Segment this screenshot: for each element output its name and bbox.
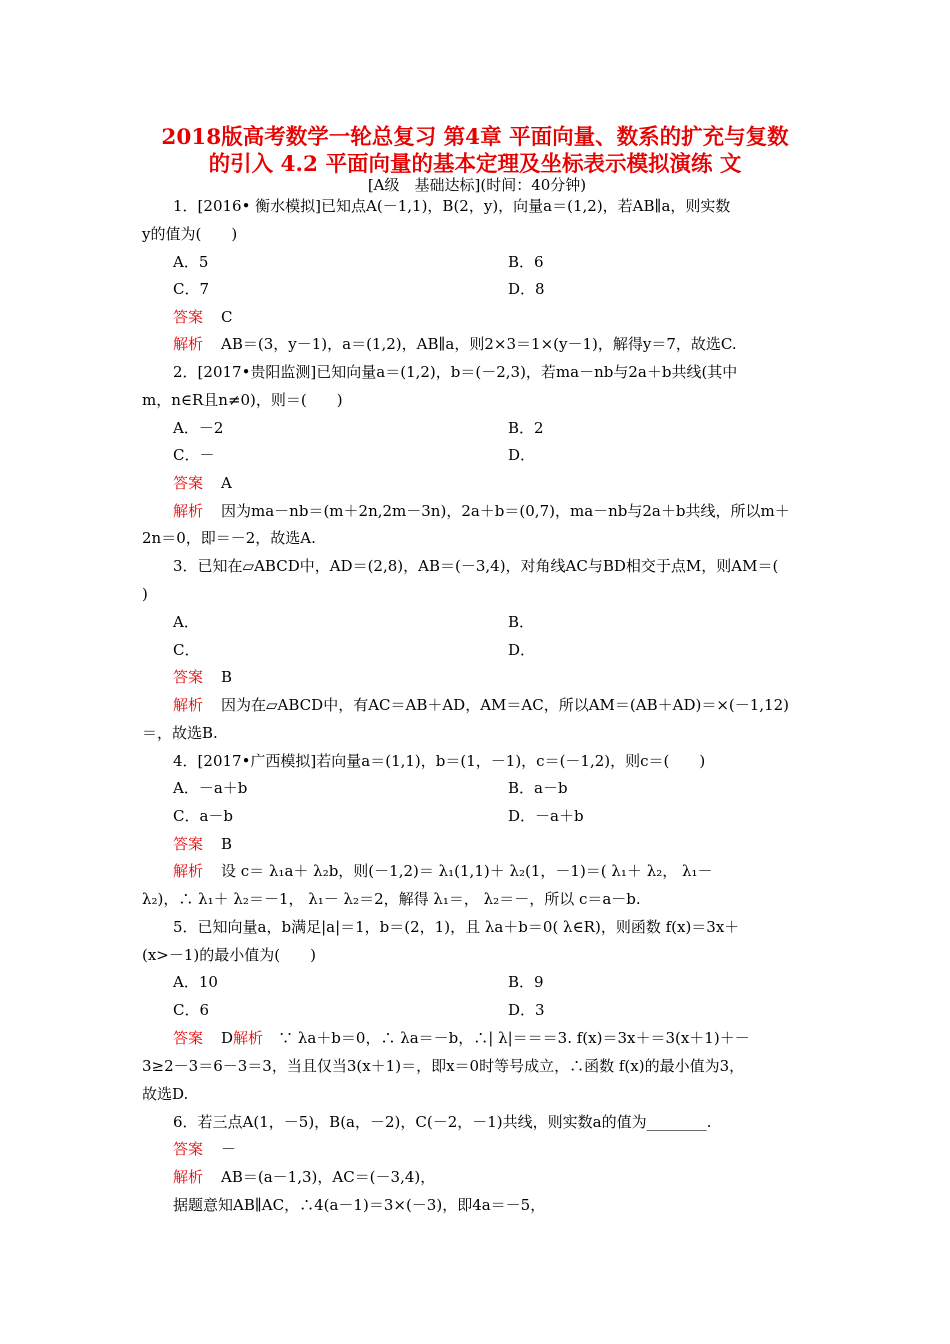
q2-analysis-line2: 2n＝0，即＝－2，故选A. bbox=[142, 529, 316, 547]
q4-analysis-line1 bbox=[173, 862, 843, 880]
analysis-label: 解析 bbox=[173, 696, 204, 714]
q5-option-c: C．6 bbox=[173, 1001, 210, 1019]
q4-answer-value: B bbox=[221, 835, 233, 853]
answer-label: 答案 bbox=[173, 668, 204, 686]
q1-stem-line2: y的值为( ) bbox=[142, 225, 238, 243]
q6-analysis-text: AB＝(a－1,3)，AC＝(－3,4)， bbox=[221, 1168, 436, 1186]
q1-answer-value: C bbox=[221, 308, 233, 326]
q1-option-b: B．6 bbox=[508, 253, 544, 271]
q4-option-d: D．－a＋b bbox=[508, 807, 584, 825]
q3-answer-value: B bbox=[221, 668, 233, 686]
q1-stem-line1: 1．[2016• 衡水模拟]已知点A(－1,1)，B(2，y)，向量a＝(1,2)，若AB∥a，则实数 bbox=[173, 197, 731, 215]
q4-option-a: A．－a＋b bbox=[173, 779, 248, 797]
q1-option-a: A．5 bbox=[173, 253, 209, 271]
answer-label: 答案 bbox=[173, 1140, 204, 1158]
answer-label: 答案 bbox=[173, 308, 204, 326]
q2-analysis-text1: 因为ma－nb＝(m＋2n,2m－3n)，2a＋b＝(0,7)，ma－nb与2a＋b共线，所以m＋ bbox=[221, 502, 790, 520]
q2-stem-line1: 2．[2017•贵阳监测]已知向量a＝(1,2)，b＝(－2,3)，若ma－nb与2a＋b共线(其中 bbox=[173, 363, 738, 381]
answer-label: 答案 bbox=[173, 474, 204, 492]
q2-option-c: C．－ bbox=[173, 446, 215, 464]
q3-analysis-line1 bbox=[173, 696, 843, 714]
q4-analysis-text1: 设 c＝ λ₁a＋ λ₂b，则(－1,2)＝ λ₁(1,1)＋ λ₂(1，－1)＝( λ₁＋ λ₂， λ₁－ bbox=[221, 862, 713, 880]
doc-title-line1: 2018版高考数学一轮总复习 第4章 平面向量、数系的扩充与复数 bbox=[161, 125, 789, 150]
q1-answer bbox=[173, 308, 843, 326]
q2-answer bbox=[173, 474, 843, 492]
analysis-label: 解析 bbox=[173, 1168, 204, 1186]
q3-option-d: D． bbox=[508, 641, 536, 659]
answer-label: 答案 bbox=[173, 835, 204, 853]
q1-analysis bbox=[173, 335, 843, 353]
q6-answer bbox=[173, 1140, 843, 1158]
analysis-label: 解析 bbox=[233, 1029, 264, 1047]
q5-answer-value: D bbox=[221, 1029, 234, 1047]
q6-answer-value: － bbox=[221, 1140, 237, 1158]
q1-option-c: C．7 bbox=[173, 280, 210, 298]
q2-option-d: D． bbox=[508, 446, 536, 464]
q5-analysis-line2: 3≥2－3＝6－3＝3，当且仅当3(x＋1)＝，即x＝0时等号成立，∴函数 f(x)的最小值为3， bbox=[142, 1057, 745, 1075]
q2-answer-value: A bbox=[221, 474, 232, 492]
answer-label: 答案 bbox=[173, 1029, 204, 1047]
q6-stem-line1: 6．若三点A(1，－5)，B(a，－2)，C(－2，－1)共线，则实数a的值为________. bbox=[173, 1113, 712, 1131]
analysis-label: 解析 bbox=[173, 862, 204, 880]
q2-stem-line2: m，n∈R且n≠0)，则＝( ) bbox=[142, 391, 343, 409]
section-subheader: [A级 基础达标](时间：40分钟) bbox=[367, 176, 587, 194]
q2-option-a: A．－2 bbox=[173, 419, 224, 437]
q5-option-a: A．10 bbox=[173, 973, 218, 991]
analysis-label: 解析 bbox=[173, 502, 204, 520]
q5-option-b: B．9 bbox=[508, 973, 544, 991]
q6-analysis bbox=[173, 1168, 843, 1186]
q3-stem-line2: ) bbox=[142, 585, 148, 603]
q3-stem-line1: 3．已知在▱ABCD中，AD＝(2,8)，AB＝(－3,4)，对角线AC与BD相交于点M，则AM＝( bbox=[173, 557, 779, 575]
q5-stem-line2: (x>－1)的最小值为( ) bbox=[142, 946, 316, 964]
q5-stem-line1: 5．已知向量a，b满足|a|＝1，b＝(2，1)，且 λa＋b＝0( λ∈R)，则函数 f(x)＝3x＋ bbox=[173, 918, 740, 936]
q4-answer bbox=[173, 835, 843, 853]
q2-analysis-line1 bbox=[173, 502, 843, 520]
q1-option-d: D．8 bbox=[508, 280, 545, 298]
q3-option-a: A． bbox=[173, 613, 199, 631]
q4-analysis-line2: λ₂)，∴ λ₁＋ λ₂＝－1， λ₁－ λ₂＝2，解得 λ₁＝， λ₂＝－，所以 c＝a－b. bbox=[142, 890, 641, 908]
q3-option-c: C． bbox=[173, 641, 200, 659]
q1-analysis-text: AB＝(3，y－1)，a＝(1,2)，AB∥a，则2×3＝1×(y－1)，解得y＝7，故选C. bbox=[221, 335, 737, 353]
q4-option-b: B．a－b bbox=[508, 779, 568, 797]
doc-title-line2: 的引入 4.2 平面向量的基本定理及坐标表示模拟演练 文 bbox=[208, 152, 742, 177]
q5-option-d: D．3 bbox=[508, 1001, 545, 1019]
analysis-label: 解析 bbox=[173, 335, 204, 353]
q6-analysis-extra: 据题意知AB∥AC，∴4(a－1)＝3×(－3)，即4a＝－5， bbox=[173, 1196, 546, 1214]
q4-option-c: C．a－b bbox=[173, 807, 234, 825]
q5-answer-analysis-line1 bbox=[173, 1029, 843, 1047]
q4-stem-line1: 4．[2017•广西模拟]若向量a＝(1,1)，b＝(1，－1)，c＝(－1,2)，则c＝( ) bbox=[173, 752, 706, 770]
q5-analysis-text1: ∵ λa＋b＝0，∴ λa＝－b，∴| λ|＝＝＝3. f(x)＝3x＋＝3(x＋1)＋－ bbox=[278, 1029, 750, 1047]
q3-analysis-text1: 因为在▱ABCD中，有AC＝AB＋AD，AM＝AC，所以AM＝(AB＋AD)＝×(－1,12) bbox=[221, 696, 789, 714]
q3-answer bbox=[173, 668, 843, 686]
q3-option-b: B． bbox=[508, 613, 535, 631]
q3-analysis-line2: ＝，故选B. bbox=[142, 724, 218, 742]
q5-analysis-line3: 故选D. bbox=[142, 1085, 189, 1103]
q2-option-b: B．2 bbox=[508, 419, 544, 437]
